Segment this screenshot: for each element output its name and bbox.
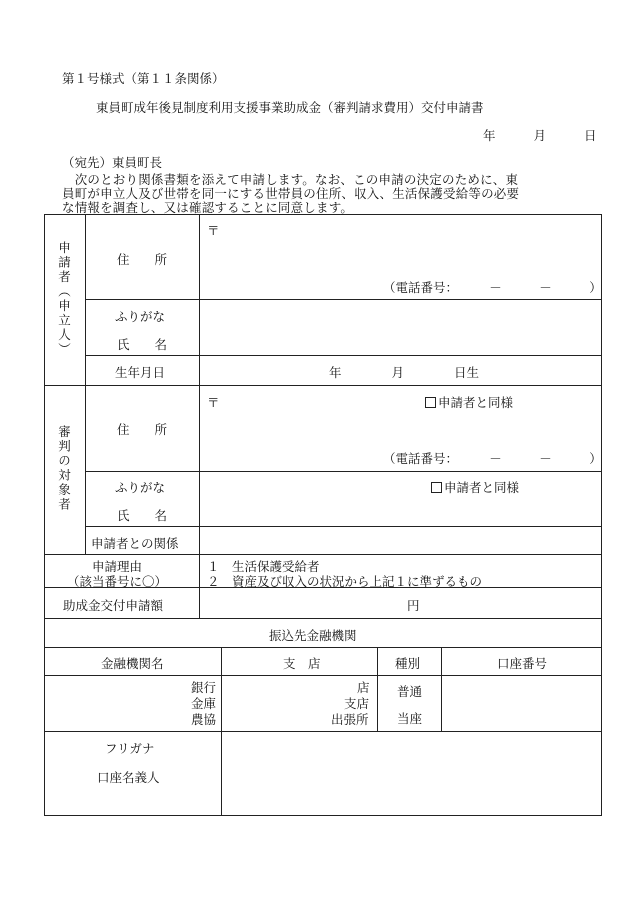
bank-col-branch: 支 店 [283, 656, 321, 671]
intro-line: 次のとおり関係書類を添えて申請します。なお、この申請の決定のために、東 [62, 172, 519, 187]
subject-same-name-checkbox[interactable] [431, 478, 519, 496]
subject-phone-field[interactable]: （電話番号： － － ） [383, 451, 602, 466]
amount-unit[interactable]: 円 [407, 598, 420, 613]
bank-branch-store: 店 [357, 680, 370, 695]
form-number: 第１号様式（第１１条関係） [62, 71, 225, 86]
reason-label-note: （該当番号に〇） [67, 574, 168, 589]
bank-inst-bank: 銀行 [191, 680, 217, 695]
bank-col-type: 種別 [395, 656, 421, 671]
bank-col-account: 口座番号 [497, 656, 548, 671]
checkbox-icon[interactable] [431, 482, 442, 493]
subject-same-address-label: 申請者と同様 [438, 395, 514, 410]
subject-same-name-label: 申請者と同様 [444, 480, 520, 495]
bank-section-title: 振込先金融機関 [269, 628, 357, 643]
subject-address-label: 住 所 [117, 422, 168, 437]
bank-holder-label: 口座名義人 [97, 770, 160, 785]
intro-line: 員町が申立人及び世帯を同一にする世帯員の住所、収入、生活保護受給等の必要 [62, 186, 520, 201]
applicant-postal-mark[interactable]: 〒 [207, 223, 220, 238]
addressee: （宛先）東員町長 [62, 155, 163, 170]
bank-furigana-label: フリガナ [105, 741, 155, 756]
applicant-phone-field[interactable]: （電話番号： － － ） [383, 280, 602, 295]
subject-same-address-checkbox[interactable] [425, 393, 513, 411]
application-form-table [44, 214, 602, 816]
applicant-birth-label: 生年月日 [115, 365, 166, 380]
reason-option-2[interactable]: ２ 資産及び収入の状況から上記１に準ずるもの [207, 574, 483, 589]
subject-section-label: 審判の対象者 [56, 425, 72, 512]
amount-label: 助成金交付申請額 [63, 598, 164, 613]
reason-label: 申請理由 [92, 559, 143, 574]
applicant-address-label: 住 所 [117, 252, 168, 267]
checkbox-icon[interactable] [425, 397, 436, 408]
subject-relation-label: 申請者との関係 [91, 536, 179, 551]
applicant-birth-value[interactable]: 年 月 日生 [329, 365, 480, 380]
date-year: 年 [483, 128, 496, 143]
subject-name-label: 氏 名 [117, 508, 168, 523]
bank-type-ordinary[interactable]: 普通 [397, 684, 423, 699]
bank-branch-branch: 支店 [344, 696, 370, 711]
reason-option-1[interactable]: １ 生活保護受給者 [207, 559, 320, 574]
applicant-section-label: 申請者（申立人） [56, 241, 72, 357]
subject-furigana-label: ふりがな [115, 480, 166, 495]
bank-inst-shinkin: 金庫 [191, 696, 217, 711]
application-date [483, 126, 596, 144]
bank-branch-office: 出張所 [331, 712, 369, 727]
date-month: 月 [533, 128, 546, 143]
date-day: 日 [583, 128, 597, 143]
subject-postal-mark[interactable]: 〒 [207, 395, 220, 410]
intro-paragraph [62, 173, 588, 215]
form-title: 東員町成年後見制度利用支援事業助成金（審判請求費用）交付申請書 [96, 100, 484, 115]
applicant-name-label: 氏 名 [117, 337, 168, 352]
bank-inst-nokyo: 農協 [191, 712, 217, 727]
applicant-furigana-label: ふりがな [115, 309, 166, 324]
bank-col-institution: 金融機関名 [101, 656, 164, 671]
bank-type-current[interactable]: 当座 [397, 711, 423, 726]
intro-line: な情報を調査し、又は確認することに同意します。 [62, 200, 354, 215]
